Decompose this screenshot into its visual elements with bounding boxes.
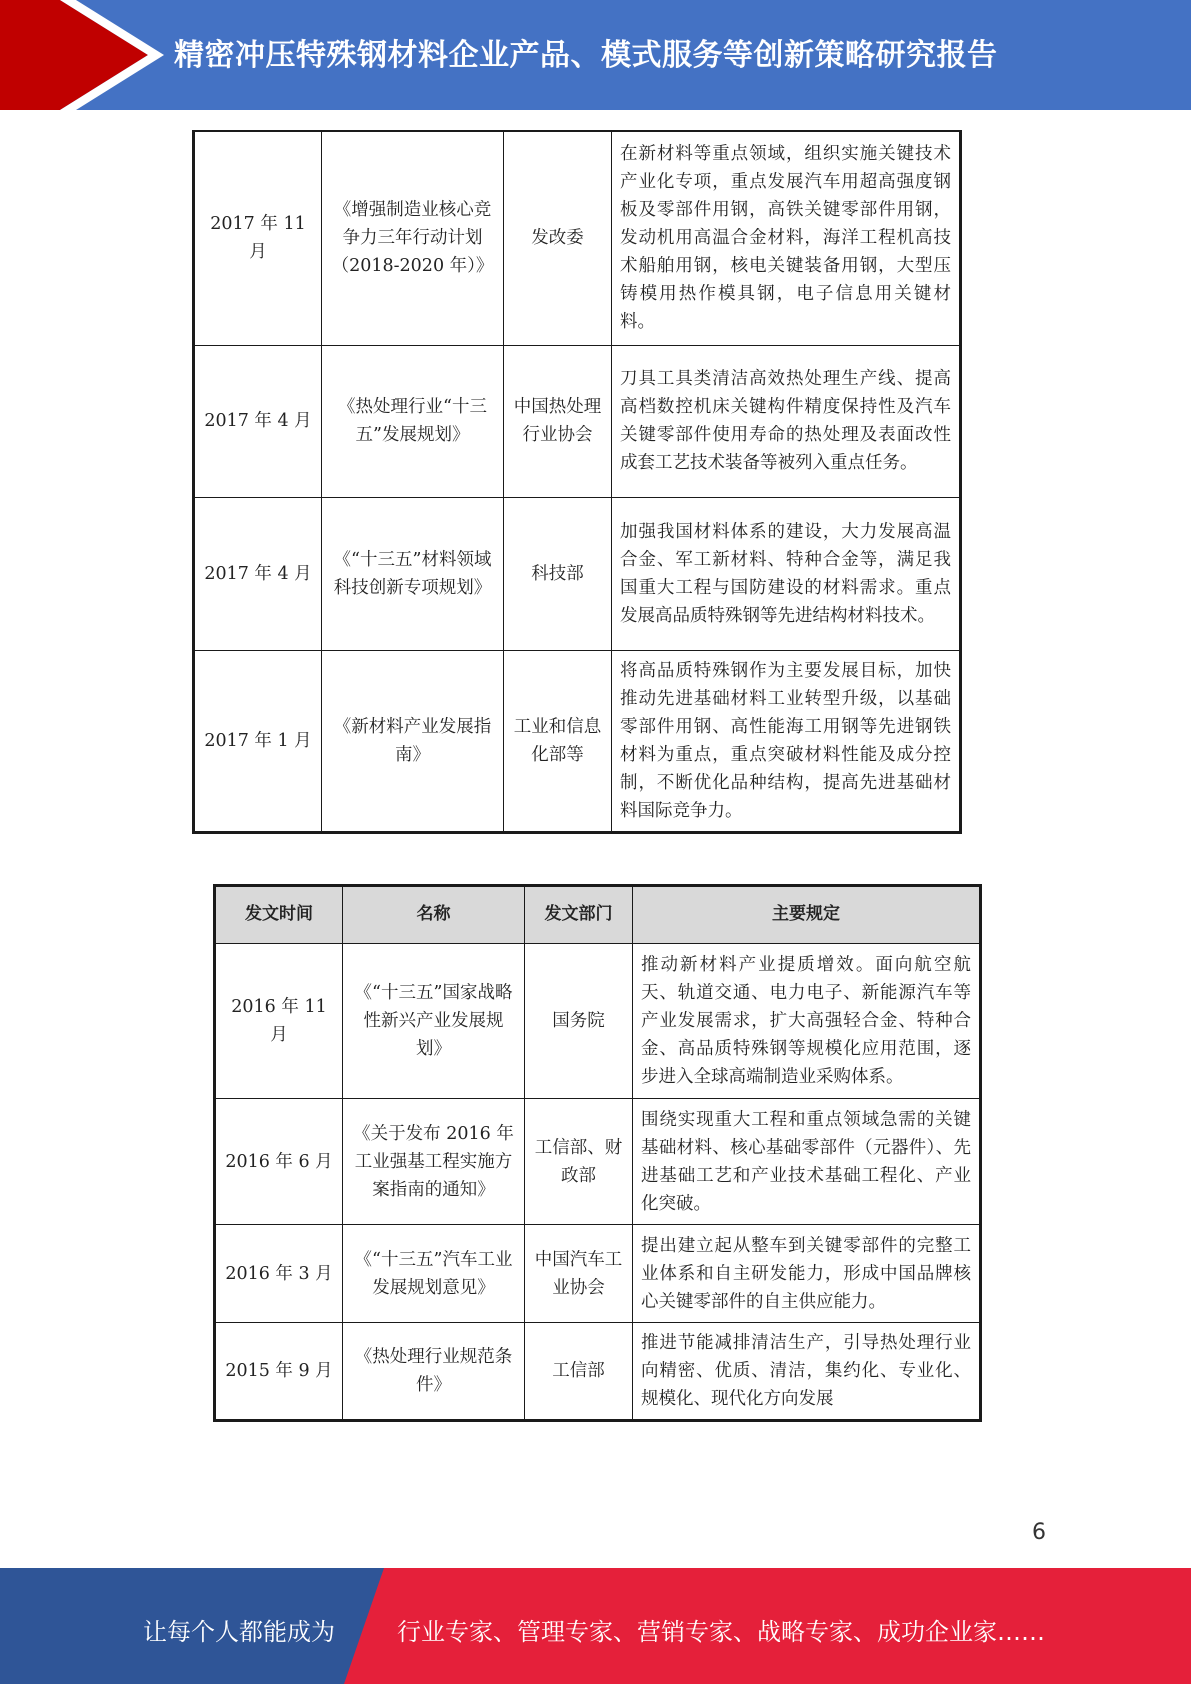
- issue-time-cell: 2017 年 4 月: [194, 345, 322, 497]
- document-name-cell: 《“十三五”材料领域科技创新专项规划》: [322, 497, 504, 650]
- document-name-cell: 《热处理行业“十三五”发展规划》: [322, 345, 504, 497]
- provision-cell: 推进节能减排清洁生产，引导热处理行业向精密、优质、清洁，集约化、专业化、规模化、现代化方向发展: [633, 1323, 981, 1421]
- policy-table-continued: [192, 130, 962, 834]
- issuing-dept-cell: 中国汽车工业协会: [525, 1225, 633, 1323]
- document-name-cell: 《热处理行业规范条件》: [343, 1323, 525, 1421]
- table-row: [194, 650, 961, 832]
- document-name-cell: 《“十三五”汽车工业发展规划意见》: [343, 1225, 525, 1323]
- document-name-cell: 《新材料产业发展指南》: [322, 650, 504, 832]
- issue-time-cell: 2016 年 3 月: [215, 1225, 343, 1323]
- provision-cell: 加强我国材料体系的建设，大力发展高温合金、军工新材料、特种合金等，满足我国重大工程与国防建设的材料需求。重点发展高品质特殊钢等先进结构材料技术。: [612, 497, 961, 650]
- table-row: [194, 345, 961, 497]
- report-title: 精密冲压特殊钢材料企业产品、模式服务等创新策略研究报告: [174, 38, 998, 73]
- issuing-dept-cell: 工信部、财政部: [525, 1099, 633, 1225]
- issue-time-cell: 2015 年 9 月: [215, 1323, 343, 1421]
- provision-cell: 将高品质特殊钢作为主要发展目标，加快推动先进基础材料工业转型升级，以基础零部件用钢、高性能海工用钢等先进钢铁材料为重点，重点突破材料性能及成分控制，不断优化品种结构，提高先进基础材料国际竞争力。: [612, 650, 961, 832]
- issuing-dept-cell: 发改委: [504, 131, 612, 345]
- provision-cell: 推动新材料产业提质增效。面向航空航天、轨道交通、电力电子、新能源汽车等产业发展需求，扩大高强轻合金、特种合金、高品质特殊钢等规模化应用范围，逐步进入全球高端制造业采购体系。: [633, 944, 981, 1099]
- footer-slogan-left: 让每个人都能成为: [143, 1618, 335, 1646]
- document-name-cell: 《“十三五”国家战略性新兴产业发展规划》: [343, 944, 525, 1099]
- issue-time-cell: 2017 年 4 月: [194, 497, 322, 650]
- provision-cell: 围绕实现重大工程和重点领域急需的关键基础材料、核心基础零部件（元器件）、先进基础工艺和产业技术基础工程化、产业化突破。: [633, 1099, 981, 1225]
- table-row: [215, 1225, 981, 1323]
- issue-time-cell: 2016 年 6 月: [215, 1099, 343, 1225]
- page-footer: [0, 1568, 1191, 1684]
- provision-cell: 在新材料等重点领域，组织实施关键技术产业化专项，重点发展汽车用超高强度钢板及零部件用钢，高铁关键零部件用钢，发动机用高温合金材料，海洋工程机高技术船舶用钢，核电关键装备用钢，大型压铸模用热作模具钢，电子信息用关键材料。: [612, 131, 961, 345]
- header-issuing-dept: 发文部门: [525, 886, 633, 944]
- provision-cell: 提出建立起从整车到关键零部件的完整工业体系和自主研发能力，形成中国品牌核心关键零部件的自主供应能力。: [633, 1225, 981, 1323]
- issuing-dept-cell: 工业和信息化部等: [504, 650, 612, 832]
- table-row: [194, 131, 961, 345]
- document-name-cell: 《关于发布 2016 年工业强基工程实施方案指南的通知》: [343, 1099, 525, 1225]
- provision-cell: 刀具工具类清洁高效热处理生产线、提高高档数控机床关键构件精度保持性及汽车关键零部件使用寿命的热处理及表面改性成套工艺技术装备等被列入重点任务。: [612, 345, 961, 497]
- issuing-dept-cell: 科技部: [504, 497, 612, 650]
- issue-time-cell: 2016 年 11 月: [215, 944, 343, 1099]
- issuing-dept-cell: 中国热处理行业协会: [504, 345, 612, 497]
- issuing-dept-cell: 国务院: [525, 944, 633, 1099]
- document-name-cell: 《增强制造业核心竞争力三年行动计划（2018-2020 年）》: [322, 131, 504, 345]
- footer-slogan-right: 行业专家、管理专家、营销专家、战略专家、成功企业家……: [397, 1618, 1045, 1646]
- header-issue-time: 发文时间: [215, 886, 343, 944]
- page-header: [0, 0, 1191, 110]
- header-main-provisions: 主要规定: [633, 886, 981, 944]
- table-row: [215, 1323, 981, 1421]
- issue-time-cell: 2017 年 11 月: [194, 131, 322, 345]
- issue-time-cell: 2017 年 1 月: [194, 650, 322, 832]
- header-arrow-decoration: [0, 0, 200, 110]
- table-row: [215, 944, 981, 1099]
- table-row: [194, 497, 961, 650]
- issuing-dept-cell: 工信部: [525, 1323, 633, 1421]
- policy-table: [213, 884, 982, 1422]
- header-document-name: 名称: [343, 886, 525, 944]
- table-header-row: [215, 886, 981, 944]
- page-number: 6: [1032, 1520, 1046, 1545]
- table-row: [215, 1099, 981, 1225]
